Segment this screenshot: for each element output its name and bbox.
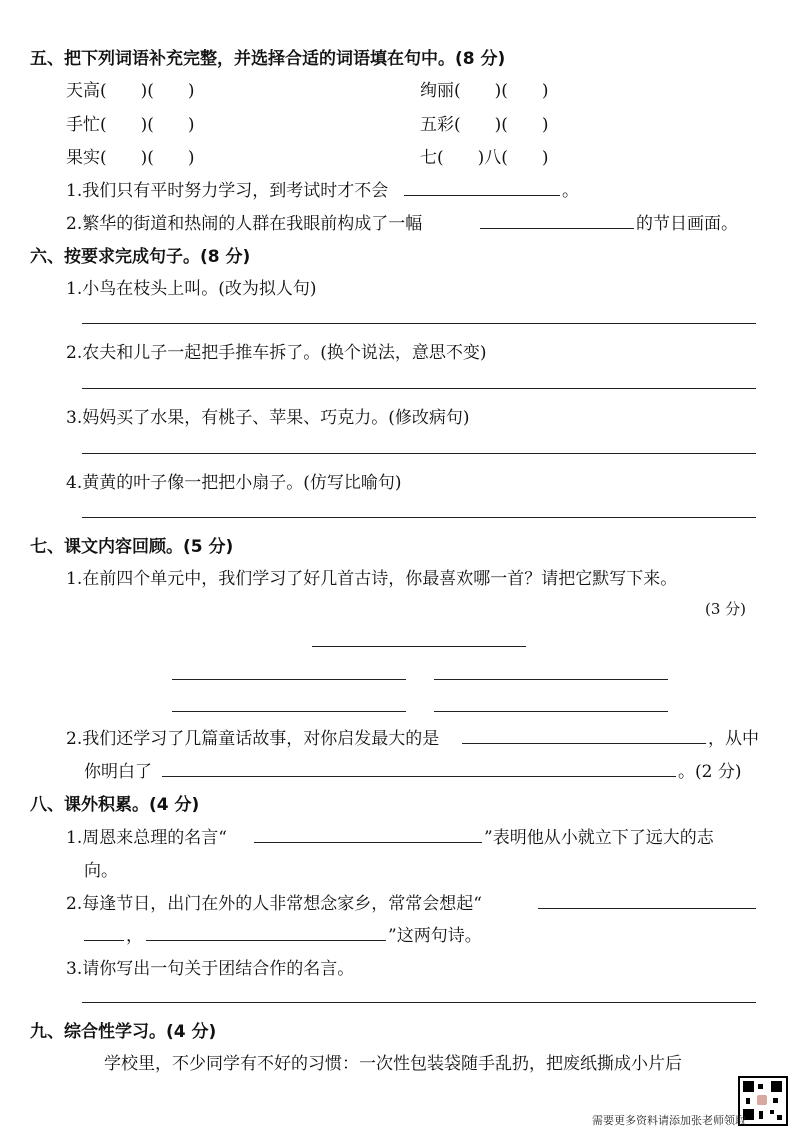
footer-note: 需要更多资料请添加张老师领取	[592, 1114, 746, 1127]
poem-line-1[interactable]	[172, 679, 406, 680]
s5-question-1: 1.我们只有平时努力学习，到考试时才不会	[66, 181, 389, 201]
s8-q2-blank-3[interactable]	[146, 940, 386, 941]
s7-q2-line2: 你明白了	[84, 762, 152, 782]
s5-q1-end: 。	[562, 181, 579, 201]
section-7-title: 七、课文内容回顾。(5 分)	[30, 537, 234, 557]
s8-q3-answer-line[interactable]	[82, 1002, 756, 1003]
word-item-2: 绚丽( )( )	[420, 81, 549, 101]
s5-q2-blank[interactable]	[480, 228, 634, 229]
s8-q2-blank-2[interactable]	[84, 940, 124, 941]
s6-q4-answer-line[interactable]	[82, 517, 756, 518]
word-item-5: 果实( )( )	[66, 148, 195, 168]
s6-question-3: 3.妈妈买了水果，有桃子、苹果、巧克力。(修改病句)	[66, 408, 470, 428]
section-6-title: 六、按要求完成句子。(8 分)	[30, 247, 251, 267]
word-item-4: 五彩( )( )	[420, 115, 549, 135]
s6-question-4: 4.黄黄的叶子像一把把小扇子。(仿写比喻句)	[66, 473, 402, 493]
word-item-1: 天高( )( )	[66, 81, 195, 101]
s8-question-1: 1.周恩来总理的名言“	[66, 828, 227, 848]
s8-q1-blank[interactable]	[254, 842, 482, 843]
word-item-3: 手忙( )( )	[66, 115, 195, 135]
s7-question-1: 1.在前四个单元中，我们学习了好几首古诗，你最喜欢哪一首？请把它默写下来。	[66, 569, 678, 589]
s8-question-3: 3.请你写出一句关于团结合作的名言。	[66, 959, 355, 979]
s8-q2-comma: ，	[126, 926, 143, 946]
s8-question-2: 2.每逢节日，出门在外的人非常想念家乡，常常会想起“	[66, 894, 482, 914]
s7-q2-blank-2[interactable]	[162, 776, 676, 777]
s8-q2-blank-1[interactable]	[538, 908, 756, 909]
section-8-title: 八、课外积累。(4 分)	[30, 795, 200, 815]
poem-line-3[interactable]	[172, 711, 406, 712]
poem-line-2[interactable]	[434, 679, 668, 680]
s5-q1-blank[interactable]	[404, 195, 560, 196]
section-5-title: 五、把下列词语补充完整，并选择合适的词语填在句中。(8 分)	[30, 49, 506, 69]
s6-q1-answer-line[interactable]	[82, 323, 756, 324]
s8-q2-end: ”这两句诗。	[388, 926, 482, 946]
s6-question-1: 1.小鸟在枝头上叫。(改为拟人句)	[66, 279, 317, 299]
s6-question-2: 2.农夫和儿子一起把手推车拆了。(换个说法，意思不变)	[66, 343, 487, 363]
poem-line-4[interactable]	[434, 711, 668, 712]
s7-q2-mid: ，从中	[708, 729, 759, 749]
word-item-6: 七( )八( )	[420, 148, 549, 168]
s5-q2-end: 的节日画面。	[636, 214, 738, 234]
s6-q3-answer-line[interactable]	[82, 453, 756, 454]
s5-question-2: 2.繁华的街道和热闹的人群在我眼前构成了一幅	[66, 214, 423, 234]
section-9-title: 九、综合性学习。(4 分)	[30, 1022, 217, 1042]
s8-q1-cont: ”表明他从小就立下了远大的志	[484, 828, 714, 848]
poem-title-line[interactable]	[312, 646, 526, 647]
s8-q1-end: 向。	[84, 861, 118, 881]
s7-q2-end: 。(2 分)	[678, 762, 742, 782]
s6-q2-answer-line[interactable]	[82, 388, 756, 389]
s9-paragraph: 学校里，不少同学有不好的习惯：一次性包装袋随手乱扔，把废纸撕成小片后	[104, 1054, 682, 1074]
s7-q1-score: (3 分)	[705, 600, 747, 618]
s7-question-2: 2.我们还学习了几篇童话故事，对你启发最大的是	[66, 729, 440, 749]
s7-q2-blank-1[interactable]	[462, 743, 706, 744]
